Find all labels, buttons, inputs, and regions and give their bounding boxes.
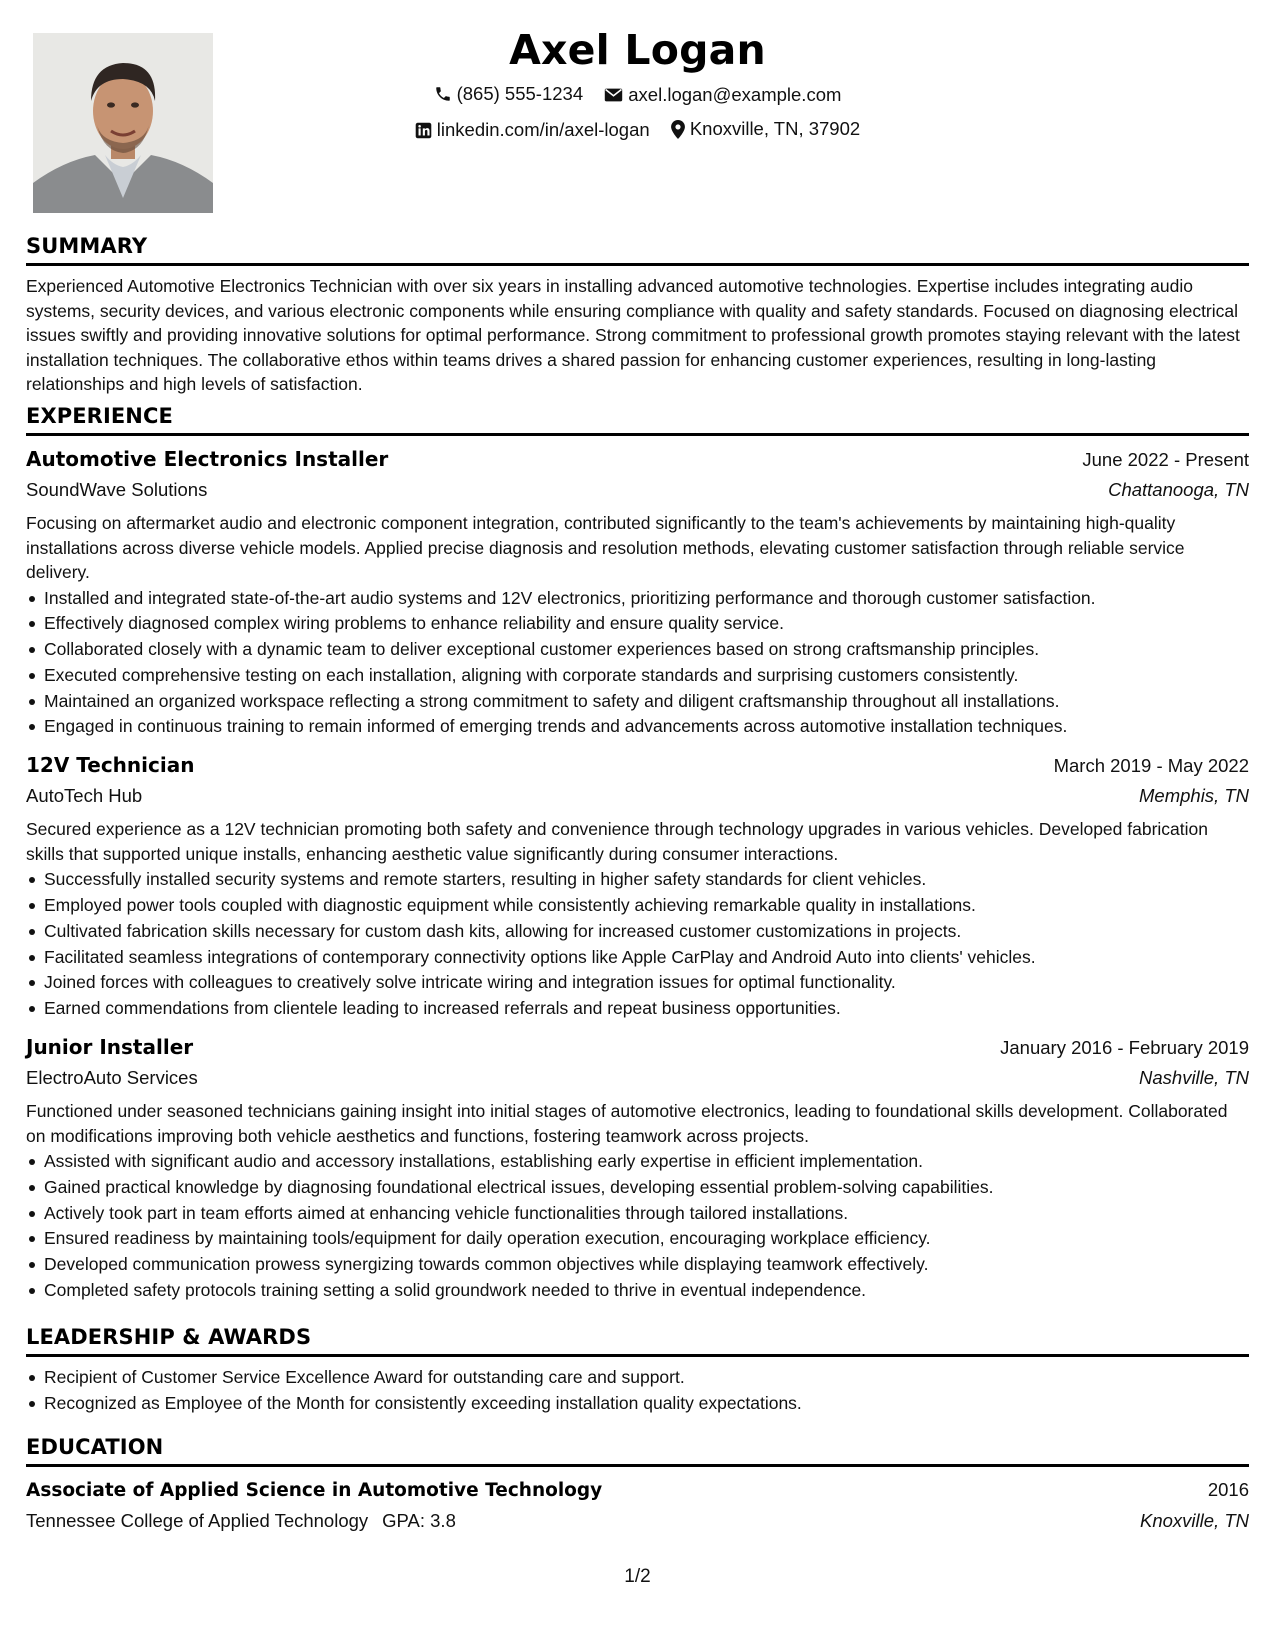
list-item: Effectively diagnosed complex wiring problems to enhance reliability and ensure quality service. <box>26 611 1249 637</box>
email-text: axel.logan@example.com <box>628 84 842 105</box>
list-item: Developed communication prowess synergizing towards common objectives while displaying teamwork effectively. <box>26 1252 1249 1278</box>
degree-title: Associate of Applied Science in Automotive Technology <box>26 1480 603 1501</box>
experience-section <box>26 401 1249 1304</box>
summary-text: Experienced Automotive Electronics Technician with over six years in installing advanced automotive technologies. Expertise includes integrating audio systems, security devices, and various electronic components while ensuring compliance with quality and safety standards. Focused on diagnosing electrical issues swiftly and providing innovative solutions for optimal performance. Strong commitment to professional growth promotes staying relevant with the latest installation techniques. The collaborative ethos within teams drives a shared passion for enhancing customer experiences, resulting in long-lasting relationships and high levels of satisfaction. <box>26 276 1240 394</box>
resume-header <box>0 22 1275 149</box>
job-bullets <box>26 867 1249 1022</box>
contact-row-2 <box>0 113 1275 149</box>
phone-icon <box>434 85 452 103</box>
list-item: Recipient of Customer Service Excellence Award for outstanding care and support. <box>26 1365 1249 1391</box>
company-name: ElectroAuto Services <box>26 1067 198 1089</box>
job-entry <box>26 444 1249 740</box>
phone-text: (865) 555-1234 <box>456 83 584 104</box>
job-title: Automotive Electronics Installer <box>26 447 389 471</box>
location-text: Knoxville, TN, 37902 <box>689 118 861 139</box>
list-item: Successfully installed security systems and remote starters, resulting in higher safety standards for client vehicles. <box>26 867 1249 893</box>
map-pin-icon <box>671 120 685 139</box>
list-item: Actively took part in team efforts aimed at enhancing vehicle functionalities through tailored installations. <box>26 1201 1249 1227</box>
email-contact[interactable] <box>604 79 841 111</box>
job-entry <box>26 750 1249 1022</box>
linkedin-text: linkedin.com/in/axel-logan <box>436 119 650 140</box>
education-section <box>26 1432 1249 1542</box>
section-title: EDUCATION <box>26 1435 164 1459</box>
list-item: Installed and integrated state-of-the-art audio systems and 12V electronics, prioritizing performance and thorough customer satisfaction. <box>26 586 1249 612</box>
gpa: GPA: 3.8 <box>382 1510 456 1531</box>
job-description: Focusing on aftermarket audio and electronic component integration, contributed significantly to the team's achievements by maintaining high-quality installations across diverse vehicle models. Applied precise diagnosis and resolution methods, elevating customer satisfaction through reliable service delivery. <box>26 513 1185 582</box>
list-item: Earned commendations from clientele leading to increased referrals and repeat business opportunities. <box>26 996 1249 1022</box>
list-item: Ensured readiness by maintaining tools/equipment for daily operation execution, encouraging workplace efficiency. <box>26 1226 1249 1252</box>
envelope-icon <box>604 87 623 103</box>
page-number: 1/2 <box>624 1566 651 1587</box>
list-item: Cultivated fabrication skills necessary for custom dash kits, allowing for increased customer customizations in projects. <box>26 919 1249 945</box>
section-divider <box>26 263 1249 266</box>
section-divider <box>26 1354 1249 1357</box>
list-item: Facilitated seamless integrations of contemporary connectivity options like Apple CarPlay and Android Auto into clients' vehicles. <box>26 945 1249 971</box>
list-item: Employed power tools coupled with diagnostic equipment while consistently achieving remarkable quality in installations. <box>26 893 1249 919</box>
job-location: Chattanooga, TN <box>1108 479 1249 500</box>
leadership-section <box>26 1322 1249 1417</box>
location-contact <box>671 113 860 145</box>
list-item: Executed comprehensive testing on each installation, aligning with corporate standards and surprising customers consistently. <box>26 663 1249 689</box>
job-dates: June 2022 - Present <box>1082 449 1249 470</box>
job-location: Memphis, TN <box>1139 785 1249 807</box>
contact-row-1 <box>0 78 1275 113</box>
job-dates: January 2016 - February 2019 <box>1000 1037 1249 1059</box>
list-item: Collaborated closely with a dynamic team to deliver exceptional customer experiences based on strong craftsmanship principles. <box>26 637 1249 663</box>
job-description: Functioned under seasoned technicians gaining insight into initial stages of automotive electronics, leading to foundational skills development. Collaborated on modifications improving both vehicle aesthetics and functions, fostering teamwork across projects. <box>26 1101 1228 1146</box>
summary-section <box>26 231 1249 397</box>
list-item: Assisted with significant audio and accessory installations, establishing early expertise in efficient implementation. <box>26 1149 1249 1175</box>
job-title: 12V Technician <box>26 753 195 778</box>
section-title: EXPERIENCE <box>26 404 173 428</box>
linkedin-contact[interactable] <box>415 114 650 146</box>
list-item: Recognized as Employee of the Month for consistently exceeding installation quality expectations. <box>26 1391 1249 1417</box>
job-title: Junior Installer <box>26 1035 194 1060</box>
job-dates: March 2019 - May 2022 <box>1053 755 1249 777</box>
list-item: Engaged in continuous training to remain informed of emerging trends and advancements across automotive installation techniques. <box>26 714 1249 740</box>
job-description: Secured experience as a 12V technician promoting both safety and convenience through technology upgrades in various vehicles. Developed fabrication skills that supported unique installs, enhancing aesthetic value significantly during consumer interactions. <box>26 819 1209 864</box>
section-divider <box>26 433 1249 436</box>
school-location: Knoxville, TN <box>1140 1510 1249 1531</box>
list-item: Gained practical knowledge by diagnosing foundational electrical issues, developing essential problem-solving capabilities. <box>26 1175 1249 1201</box>
school-name: Tennessee College of Applied Technology <box>26 1510 369 1531</box>
linkedin-icon <box>415 122 432 139</box>
job-location: Nashville, TN <box>1139 1067 1249 1089</box>
company-name: SoundWave Solutions <box>26 479 208 500</box>
award-bullets <box>26 1365 1249 1417</box>
list-item: Completed safety protocols training setting a solid groundwork needed to thrive in eventual independence. <box>26 1278 1249 1304</box>
phone-contact[interactable] <box>434 78 584 110</box>
list-item: Maintained an organized workspace reflecting a strong commitment to safety and diligent craftsmanship throughout all installations. <box>26 689 1249 715</box>
job-bullets <box>26 586 1249 741</box>
candidate-name: Axel Logan <box>509 26 766 74</box>
section-divider <box>26 1464 1249 1467</box>
job-bullets <box>26 1149 1249 1304</box>
job-entry <box>26 1032 1249 1304</box>
section-title: LEADERSHIP & AWARDS <box>26 1325 312 1349</box>
company-name: AutoTech Hub <box>26 785 143 807</box>
section-title: SUMMARY <box>26 234 148 258</box>
graduation-year: 2016 <box>1207 1479 1249 1500</box>
list-item: Joined forces with colleagues to creatively solve intricate wiring and integration issues for optimal functionality. <box>26 970 1249 996</box>
